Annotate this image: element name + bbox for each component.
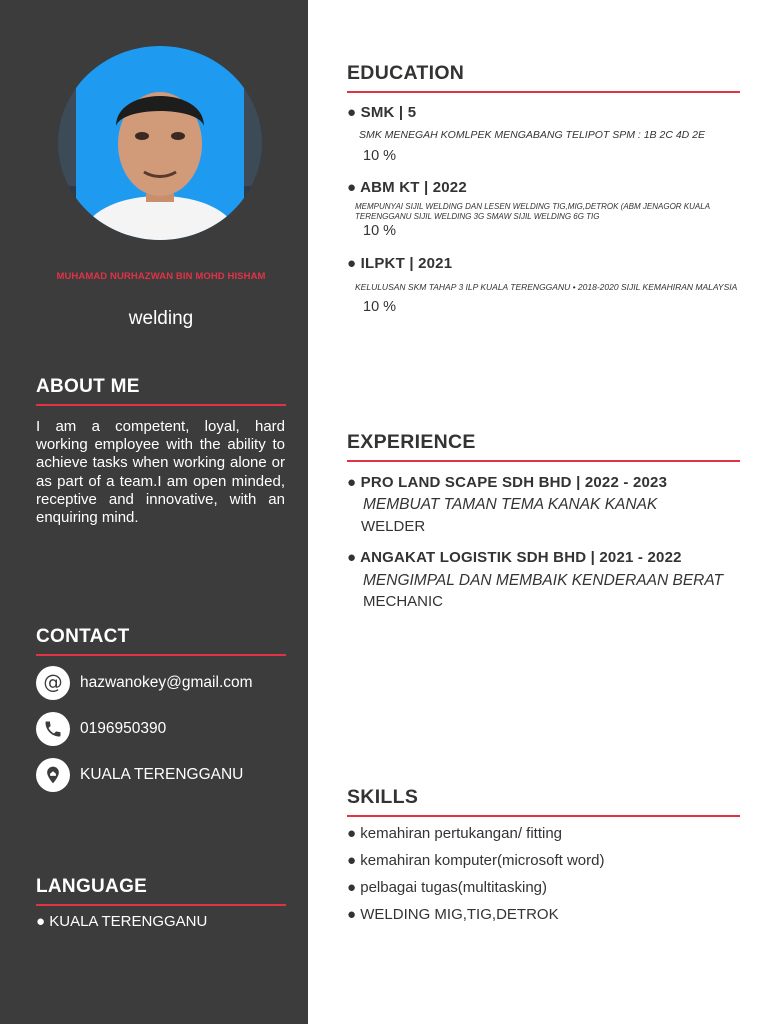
email-text[interactable]: hazwanokey@gmail.com [80,674,253,691]
experience-item-desc: MENGIMPAL DAN MEMBAIK KENDERAAN BERAT [363,572,724,589]
experience-item-role: MECHANIC [363,593,444,610]
location-text: KUALA TERENGGANU [80,766,244,783]
contact-heading: CONTACT [36,626,286,656]
education-item-desc: SMK MENEGAH KOMLPEK MENGABANG TELIPOT SPM : 1B 2C 4D 2E [359,129,706,141]
education-item-grade: 10 % [363,148,397,164]
language-heading: LANGUAGE [36,876,286,906]
job-title: welding [128,308,194,329]
experience-item-title: ● ANGAKAT LOGISTIK SDH BHD | 2021 - 2022 [347,549,682,566]
education-heading: EDUCATION [347,62,740,93]
education-item-grade: 10 % [363,223,397,239]
skill-item: ● WELDING MIG,TIG,DETROK [347,906,559,923]
language-item: ● KUALA TERENGGANU [36,913,208,930]
education-item-desc: MEMPUNYAI SIJIL WELDING DAN LESEN WELDING TIG,MIG,DETROK (ABM JENAGOR KUALA TERENGGANU SIJIL WELDING 3G SMAW SIJIL WELDING 6G TIG [355,202,710,221]
contact-location [36,758,243,792]
sidebar [0,0,308,1024]
experience-item-role: WELDER [361,518,426,535]
contact-email [36,666,253,700]
experience-item-desc: MEMBUAT TAMAN TEMA KANAK KANAK [363,496,658,513]
phone-text[interactable]: 0196950390 [80,720,167,737]
location-icon [36,758,70,792]
skills-heading: SKILLS [347,786,740,817]
education-item-title: ● SMK | 5 [347,104,417,121]
contact-phone [36,712,166,746]
education-item-title: ● ABM KT | 2022 [347,179,467,196]
experience-item-title: ● PRO LAND SCAPE SDH BHD | 2022 - 2023 [347,474,668,491]
education-item-title: ● ILPKT | 2021 [347,255,453,272]
skill-item: ● kemahiran pertukangan/ fitting [347,825,563,842]
at-icon [36,666,70,700]
about-heading: ABOUT ME [36,376,286,406]
svg-text:@: @ [43,672,63,694]
skill-item: ● pelbagai tugas(multitasking) [347,879,547,896]
education-item-desc: KELULUSAN SKM TAHAP 3 ILP KUALA TERENGGANU • 2018-2020 SIJIL KEMAHIRAN MALAYSIA [355,282,738,292]
full-name: MUHAMAD NURHAZWAN BIN MOHD HISHAM [56,271,266,282]
skill-item: ● kemahiran komputer(microsoft word) [347,852,605,869]
about-text: I am a competent, loyal, hard working employee with the ability to achieve tasks when working alone or as part of a team.I am open minded, receptive and innovative, with an enquiring mind. [36,418,285,527]
phone-icon [36,712,70,746]
education-item-grade: 10 % [363,299,397,315]
experience-heading: EXPERIENCE [347,431,740,462]
profile-photo [58,46,262,240]
